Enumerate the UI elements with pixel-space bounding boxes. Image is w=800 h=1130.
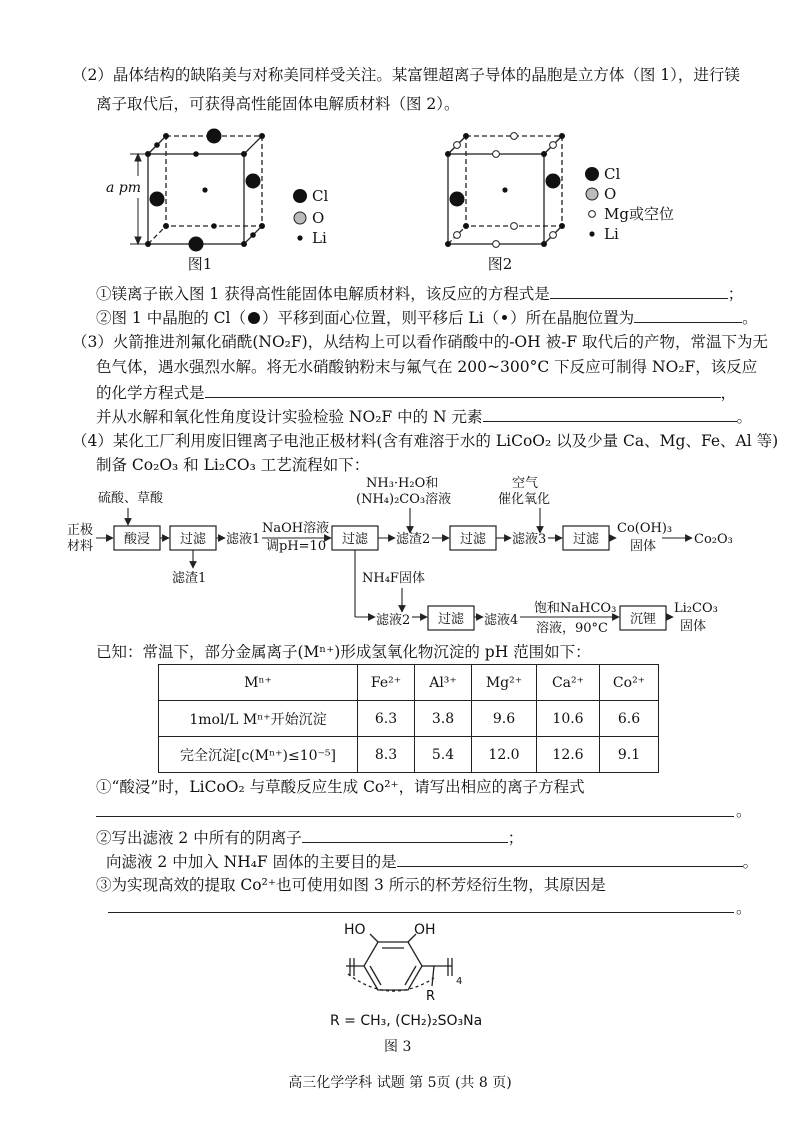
flow-cooh-2: 固体: [630, 539, 657, 554]
table-header-cell: Co²⁺: [600, 665, 659, 701]
table-cell: 10.6: [537, 701, 600, 737]
flow-residue2-top: 滤渣2: [396, 532, 431, 547]
table-cell: 6.3: [358, 701, 415, 737]
figure-1-unit-cell: [106, 124, 350, 274]
fig3-n-label: 4: [456, 976, 463, 987]
table-cell: 3.8: [415, 701, 472, 737]
fig3-ho-left: HO: [344, 922, 366, 938]
q4-sub2: ②写出滤液 2 中所有的阴离子 ；: [96, 826, 523, 849]
q4-known: 已知：常温下，部分金属离子(Mⁿ⁺)形成氢氧化物沉淀的 pH 范围如下：: [96, 643, 591, 661]
flow-box-filter-3: 过滤: [459, 532, 487, 547]
flow-air-1: 空气: [512, 476, 539, 491]
table-header-row: [159, 665, 659, 701]
fig2-legend-o: O: [604, 185, 617, 203]
flow-box-filter-4: 过滤: [572, 532, 600, 547]
fig1-legend-cl: Cl: [312, 187, 329, 205]
flow-nh3-1: NH₃·H₂O和: [366, 476, 439, 491]
q4-sub1: ①“酸浸”时，LiCoO₂ 与草酸反应生成 Co²⁺，请写出相应的离子方程式: [96, 778, 585, 796]
figure-2-unit-cell: [420, 124, 690, 274]
q4-sub1-end: 。: [736, 802, 752, 820]
table-cell: 12.6: [537, 737, 600, 773]
q2-sub2: ②图 1 中晶胞的 Cl（ ）平移到面心位置，则平移后 Li（ ）所在晶胞位置为 。: [96, 306, 758, 329]
table-cell: 6.6: [600, 701, 659, 737]
table-cell: 8.3: [358, 737, 415, 773]
page-footer: 高三化学学科 试题 第 5页 (共 8 页): [288, 1075, 512, 1091]
fig3-r-definition: R = CH₃, (CH₂)₂SO₃Na: [330, 1013, 483, 1029]
q4-sub2-answer-blank[interactable]: [302, 826, 508, 843]
q3-line2: 色气体，遇水强烈水解。将无水硝酸钠粉末与氟气在 200~300°C 下反应可制得 NO₂F，该反应: [96, 358, 758, 376]
q4-sub3-answer-line[interactable]: [108, 912, 734, 913]
flow-box-filter-5: 过滤: [437, 612, 465, 627]
q3-experiment-blank[interactable]: [483, 405, 737, 422]
table-cell: 12.0: [472, 737, 537, 773]
table-cell: 1mol/L Mⁿ⁺开始沉淀: [159, 701, 358, 737]
precipitation-ph-table: [158, 664, 659, 773]
table-header-cell: Mg²⁺: [472, 665, 537, 701]
q4-sub1-answer-line[interactable]: [96, 816, 734, 817]
flow-naoh-2: 调pH=10: [266, 539, 327, 554]
fig2-legend-li: Li: [604, 225, 619, 243]
flow-li2co3-1: Li₂CO₃: [674, 601, 718, 616]
q4-sub3-end: 。: [736, 899, 752, 917]
q3-equation-blank[interactable]: [205, 381, 721, 398]
flow-box-filter-1: 过滤: [179, 532, 207, 547]
flow-box-filter-2: 过滤: [341, 532, 369, 547]
table-cell: 完全沉淀[c(Mⁿ⁺)≤10⁻⁵]: [159, 737, 358, 773]
q4-line1: （4）某化工厂利用废旧锂离子电池正极材料(含有难溶于水的 LiCoO₂ 以及少量 Ca、Mg、Fe、Al 等): [72, 432, 779, 450]
flow-co2o3: Co₂O₃: [694, 532, 733, 547]
flow-air-2: 催化氧化: [498, 492, 551, 507]
fig2-caption: 图2: [487, 255, 513, 273]
flow-nahco3-1: 饱和NaHCO₃: [534, 601, 617, 616]
flow-nahco3-2: 溶液，90°C: [536, 621, 608, 636]
table-header-cell: Mⁿ⁺: [159, 665, 358, 701]
table-row: [159, 701, 659, 737]
flow-cooh-1: Co(OH)₃: [617, 521, 673, 536]
flow-nh3-2: (NH₄)₂CO₃溶液: [356, 492, 452, 507]
table-cell: 9.1: [600, 737, 659, 773]
q2-sub2-answer-blank[interactable]: [634, 306, 742, 323]
table-header-cell: Ca²⁺: [537, 665, 600, 701]
q3-line3: 的化学方程式是 ，: [96, 381, 736, 404]
table-header-cell: Fe²⁺: [358, 665, 415, 701]
table-cell: 5.4: [415, 737, 472, 773]
table-cell: 9.6: [472, 701, 537, 737]
fig3-oh-right: OH: [414, 922, 436, 938]
fig1-caption: 图1: [187, 255, 213, 273]
flow-filtrate3: 滤液3: [512, 532, 547, 547]
cl-symbol-icon: [248, 312, 260, 324]
q2-sub1: ①镁离子嵌入图 1 获得高性能固体电解质材料，该反应的方程式是 ；: [96, 282, 743, 305]
q4-line2: 制备 Co₂O₃ 和 Li₂CO₃ 工艺流程如下：: [96, 456, 370, 474]
flow-li2co3-2: 固体: [680, 619, 707, 634]
fig1-edge-label: a pm: [106, 180, 142, 196]
q3-line4: 并从水解和氧化性角度设计实验检验 NO₂F 中的 N 元素 。: [96, 405, 752, 428]
q2-intro-line2: 离子取代后，可获得高性能固体电解质材料（图 2）。: [96, 95, 460, 113]
flow-reagent-acid: 硫酸、草酸: [98, 491, 164, 506]
q3-line1: （3）火箭推进剂氟化硝酰(NO₂F)，从结构上可以看作硝酸中的-OH 被-F 取代后的产物，常温下为无: [72, 333, 769, 351]
process-flow-diagram: [0, 470, 800, 650]
flow-filtrate4: 滤液4: [484, 613, 519, 628]
fig3-r-label: R: [426, 989, 436, 1004]
table-row: [159, 737, 659, 773]
fig2-legend-mg: Mg或空位: [604, 205, 674, 223]
q4-sub2b: 向滤液 2 中加入 NH₄F 固体的主要目的是 。: [106, 850, 758, 873]
table-header-cell: Al³⁺: [415, 665, 472, 701]
flow-box-acid-leach: 酸浸: [123, 532, 151, 547]
fig3-caption: 图 3: [384, 1039, 412, 1055]
flow-filtrate1: 滤液1: [226, 532, 261, 547]
fig1-legend-li: Li: [312, 229, 327, 247]
q4-sub3: ③为实现高效的提取 Co²⁺也可使用如图 3 所示的杯芳烃衍生物，其原因是: [96, 876, 606, 894]
flow-residue1: 滤渣1: [172, 571, 207, 586]
fig1-legend-o: O: [312, 209, 325, 227]
li-symbol-icon: [502, 315, 507, 320]
flow-naoh-1: NaOH溶液: [262, 521, 330, 536]
flow-nh4f: NH₄F固体: [362, 571, 425, 586]
flow-start-1: 正极: [67, 523, 94, 538]
flow-start-2: 材料: [67, 539, 94, 554]
fig2-legend-cl: Cl: [604, 165, 621, 183]
q2-sub1-answer-blank[interactable]: [550, 282, 728, 299]
flow-filtrate2: 滤液2: [376, 613, 411, 628]
q2-intro-line1: （2）晶体结构的缺陷美与对称美同样受关注。某富锂超离子导体的晶胞是立方体（图 1），进行镁: [72, 66, 740, 84]
q4-sub2b-answer-blank[interactable]: [397, 850, 743, 867]
flow-box-precip: 沉锂: [629, 612, 657, 627]
